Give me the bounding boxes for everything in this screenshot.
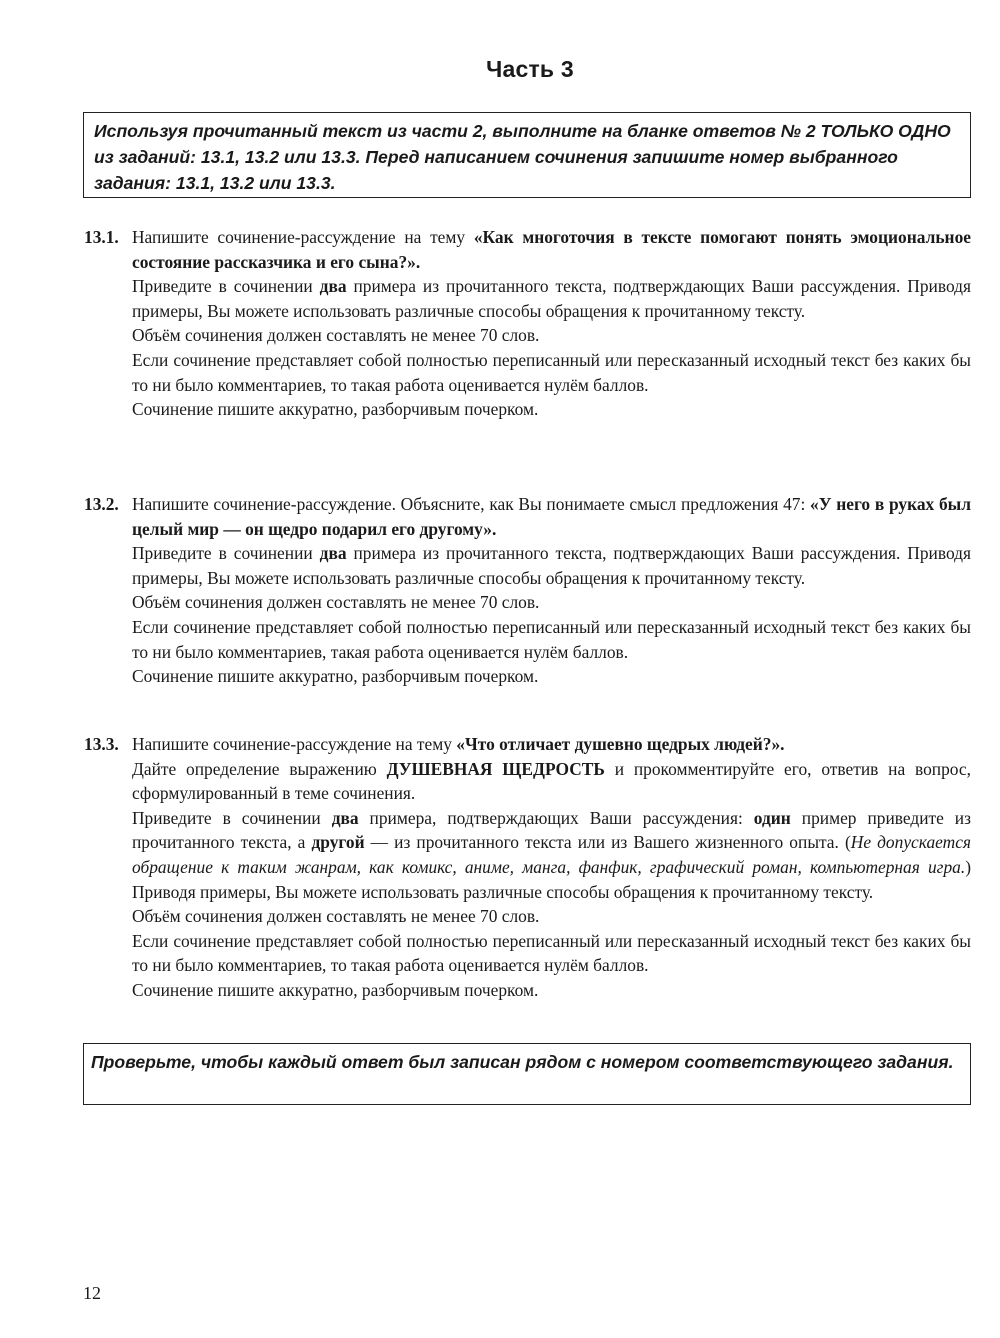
task-rule: Если сочинение представляет собой полностью переписанный или пересказанный исходный текст без каких бы то ни было комментариев, то такая работа оценивается нулём баллов. xyxy=(132,930,971,976)
task-examples: Приведите в сочинении два примера из прочитанного текста, подтверждающих Ваши рассуждения. Приводя примеры, Вы можете использовать различные способы обращения к прочитанному тексту. xyxy=(132,276,971,321)
task-volume: Объём сочинения должен составлять не менее 70 слов. xyxy=(132,592,540,613)
task-definition: Дайте определение выражению ДУШЕВНАЯ ЩЕДРОСТЬ и прокомментируйте его, ответив на вопрос, сформулированный в теме сочинения. xyxy=(132,758,972,804)
definition-term: ДУШЕВНАЯ ЩЕДРОСТЬ xyxy=(386,758,605,779)
task-number: 13.3. xyxy=(84,734,119,754)
final-note-text: Проверьте, чтобы каждый ответ был записан рядом с номером соответствующего задания. xyxy=(91,1052,954,1072)
task-prompt: Напишите сочинение-рассуждение. Объясните, как Вы понимаете смысл предложения 47: «У него в руках был целый мир — он щедро подарил его другому». xyxy=(132,494,971,539)
task-topic: «У него в руках был целый мир — он щедро подарил его другому» xyxy=(132,494,971,539)
genre-note: Не допускается обращение к таким жанрам, как комикс, аниме, манга, фанфик, графический роман, компьютерная игра. xyxy=(132,832,972,877)
task-prompt: Напишите сочинение-рассуждение на тему «Что отличает душевно щедрых людей?». xyxy=(132,734,785,754)
instruction-text: Используя прочитанный текст из части 2, выполните на бланке ответов № 2 ТОЛЬКО ОДНО из заданий: 13.1, 13.2 или 13.3. Перед написанием сочинения запишите номер выбранного задания: 13.1, 13.2 или 13.3. xyxy=(94,121,951,193)
task-handwriting: Сочинение пишите аккуратно, разборчивым почерком. xyxy=(132,979,539,1000)
task-handwriting: Сочинение пишите аккуратно, разборчивым почерком. xyxy=(132,399,539,420)
task-volume: Объём сочинения должен составлять не менее 70 слов. xyxy=(132,325,540,346)
instruction-box xyxy=(83,112,971,198)
task-13-3 xyxy=(84,732,971,1003)
part-title: Часть 3 xyxy=(486,56,574,82)
task-number: 13.2. xyxy=(84,494,119,514)
task-number: 13.1. xyxy=(84,227,119,247)
task-topic: «Что отличает душевно щедрых людей?» xyxy=(456,734,781,754)
task-prompt: Напишите сочинение-рассуждение на тему «Как многоточия в тексте помогают понять эмоциональное состояние рассказчика и его сына?». xyxy=(132,227,971,272)
task-handwriting: Сочинение пишите аккуратно, разборчивым почерком. xyxy=(132,666,539,687)
task-13-2 xyxy=(84,492,971,689)
final-note-box xyxy=(83,1043,971,1105)
task-rule: Если сочинение представляет собой полностью переписанный или пересказанный исходный текст без каких бы то ни было комментариев, такая работа оценивается нулём баллов. xyxy=(132,616,971,662)
task-examples: Приведите в сочинении два примера из прочитанного текста, подтверждающих Ваши рассуждения. Приводя примеры, Вы можете использовать различные способы обращения к прочитанному тексту. xyxy=(132,543,971,588)
task-examples: Приведите в сочинении два примера, подтверждающих Ваши рассуждения: один пример приведите из прочитанного текста, а другой — из прочитанного текста или из Вашего жизненного опыта. (Не допускается обращение к таким жанрам, как комикс, аниме, манга, фанфик, графический роман, компьютерная игра.) Приводя примеры, Вы можете использовать различные способы обращения к прочитанному тексту. xyxy=(132,807,972,902)
task-rule: Если сочинение представляет собой полностью переписанный или пересказанный исходный текст без каких бы то ни было комментариев, то такая работа оценивается нулём баллов. xyxy=(132,349,971,395)
task-volume: Объём сочинения должен составлять не менее 70 слов. xyxy=(132,906,540,927)
page-number: 12 xyxy=(83,1283,101,1303)
task-topic: «Как многоточия в тексте помогают понять эмоциональное состояние рассказчика и его сына?» xyxy=(132,227,971,272)
task-13-1 xyxy=(84,225,971,422)
